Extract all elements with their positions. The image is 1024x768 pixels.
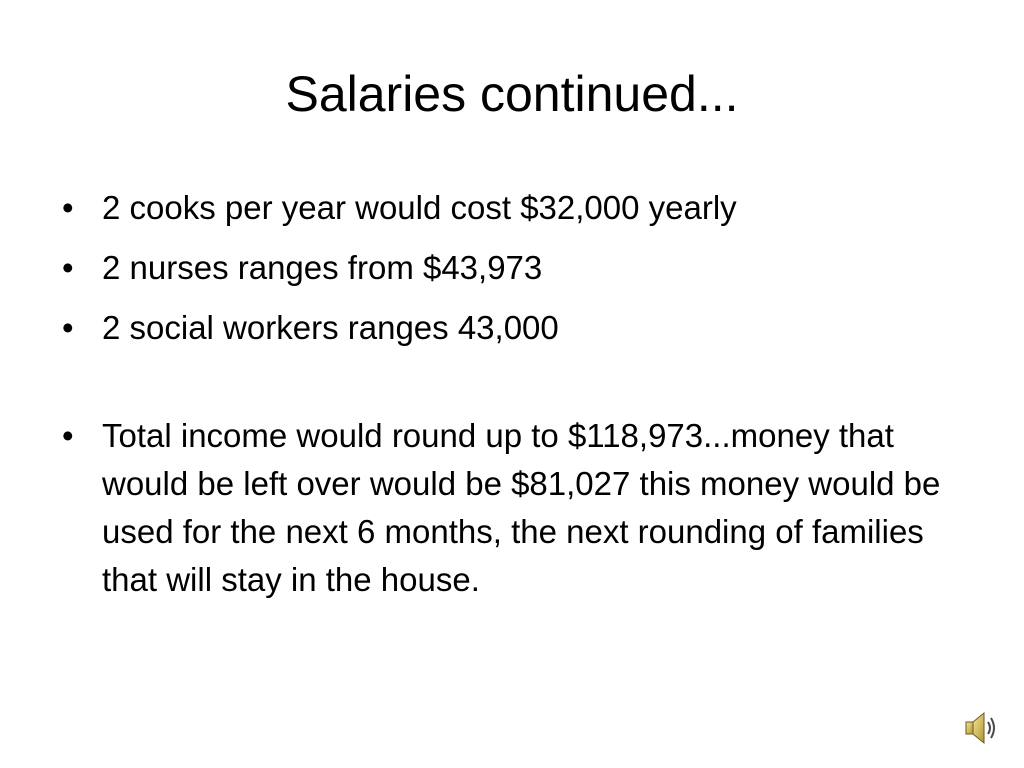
bullet-item bbox=[62, 244, 962, 292]
bullet-item bbox=[62, 184, 962, 232]
bullet-dot: • bbox=[62, 189, 74, 226]
bullet-dot: • bbox=[62, 309, 74, 346]
speaker-icon-graphic bbox=[964, 708, 998, 748]
bullet-dot: • bbox=[62, 417, 74, 454]
bullet-text: 2 social workers ranges 43,000 bbox=[102, 309, 559, 346]
bullet-list bbox=[62, 184, 962, 616]
bullet-dot: • bbox=[62, 249, 74, 286]
bullet-item bbox=[62, 304, 962, 352]
bullet-text: 2 nurses ranges from $43,973 bbox=[102, 249, 543, 286]
bullet-item bbox=[62, 412, 962, 604]
slide-title: Salaries continued... bbox=[285, 66, 739, 122]
bullet-text: Total income would round up to $118,973...money that would be left over would be $81,027 this money would be used for the next 6 months, the next rounding of families that will stay in the house. bbox=[102, 417, 941, 598]
speaker-icon[interactable] bbox=[964, 708, 998, 748]
bullet-text: 2 cooks per year would cost $32,000 yearly bbox=[102, 189, 737, 226]
